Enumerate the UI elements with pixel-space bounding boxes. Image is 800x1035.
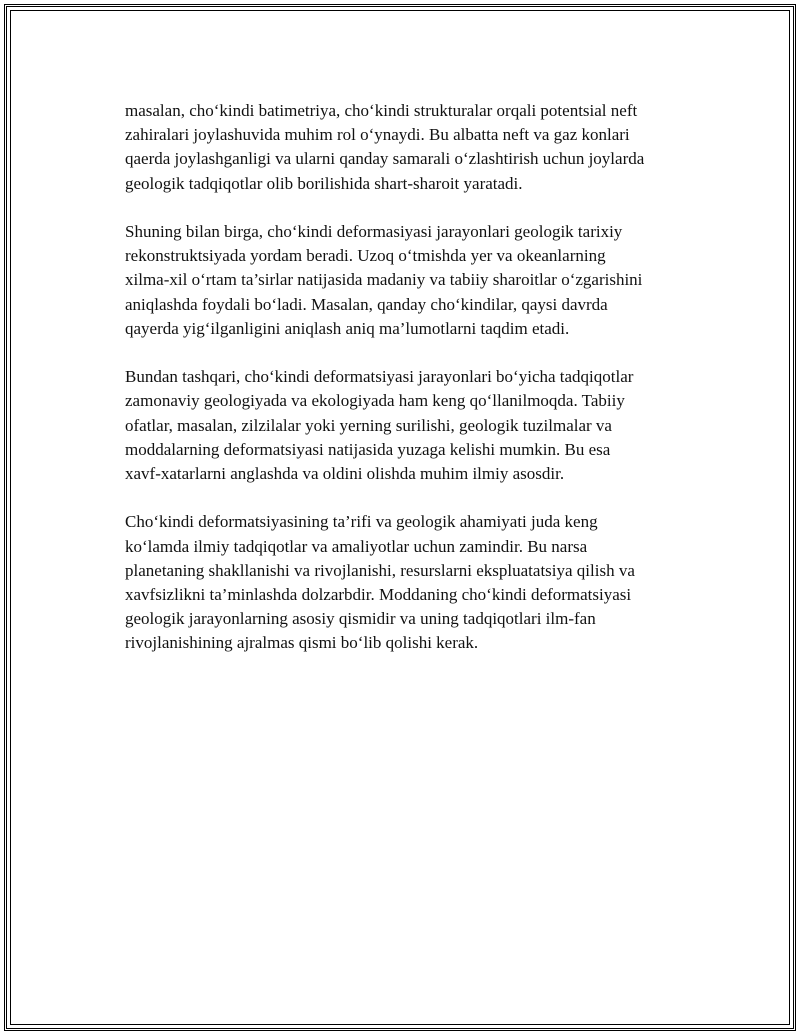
text-line: geologik jarayonlarning asosiy qismidir va uning tadqiqotlari ilm-fan [125, 609, 596, 629]
text-line: aniqlashda foydali bo‘ladi. Masalan, qanday cho‘kindilar, qaysi davrda [125, 294, 608, 314]
text-line: Bundan tashqari, cho‘kindi deformatsiyasi jarayonlari bo‘yicha tadqiqotlar [125, 367, 634, 387]
text-line: xilma-xil o‘rtam ta’sirlar natijasida madaniy va tabiiy sharoitlar o‘zgarishini [125, 270, 643, 290]
text-line: zahiralari joylashuvida muhim rol o‘ynaydi. Bu albatta neft va gaz konlari [125, 125, 630, 145]
text-line: xavf-xatarlarni anglashda va oldini olishda muhim ilmiy asosdir. [125, 464, 565, 484]
text-line: Shuning bilan birga, cho‘kindi deformasiyasi jarayonlari geologik tarixiy [125, 222, 623, 241]
text-line: geologik tadqiqotlar olib borilishida shart-sharoit yaratadi. [125, 173, 523, 193]
text-line: moddalarning deformatsiyasi natijasida yuzaga kelishi mumkin. Bu esa [125, 439, 611, 459]
text-line: ofatlar, masalan, zilzilalar yoki yerning surilishi, geologik tuzilmalar va [125, 415, 612, 435]
text-line: qayerda yig‘ilganligini aniqlash aniq ma’lumotlarni taqdim etadi. [125, 318, 570, 338]
text-line: qaerda joylashganligi va ularni qanday samarali o‘zlashtirish uchun joylarda [125, 149, 645, 169]
page-body [125, 99, 705, 680]
text-line: xavfsizlikni ta’minlashda dolzarbdir. Moddaning cho‘kindi deformatsiyasi [125, 585, 632, 605]
text-line: rekonstruktsiyada yordam beradi. Uzoq o‘tmishda yer va okeanlarning [125, 246, 606, 266]
paragraph-3 [125, 365, 705, 486]
text-line: ko‘lamda ilmiy tadqiqotlar va amaliyotlar uchun zamindir. Bu narsa [125, 536, 588, 556]
text-line: rivojlanishining ajralmas qismi bo‘lib qolishi kerak. [125, 633, 479, 653]
page-frame [4, 4, 796, 1031]
text-line: zamonaviy geologiyada va ekologiyada ham keng qo‘llanilmoqda. Tabiiy [125, 391, 625, 411]
paragraph-1 [125, 99, 705, 196]
text-line: masalan, cho‘kindi batimetriya, cho‘kindi strukturalar orqali potentsial neft [125, 101, 638, 120]
paragraph-4 [125, 510, 705, 655]
text-line: planetaning shakllanishi va rivojlanishi, resurslarni ekspluatatsiya qilish va [125, 560, 635, 580]
text-line: Cho‘kindi deformatsiyasining ta’rifi va geologik ahamiyati juda keng [125, 512, 598, 532]
paragraph-2 [125, 220, 705, 341]
